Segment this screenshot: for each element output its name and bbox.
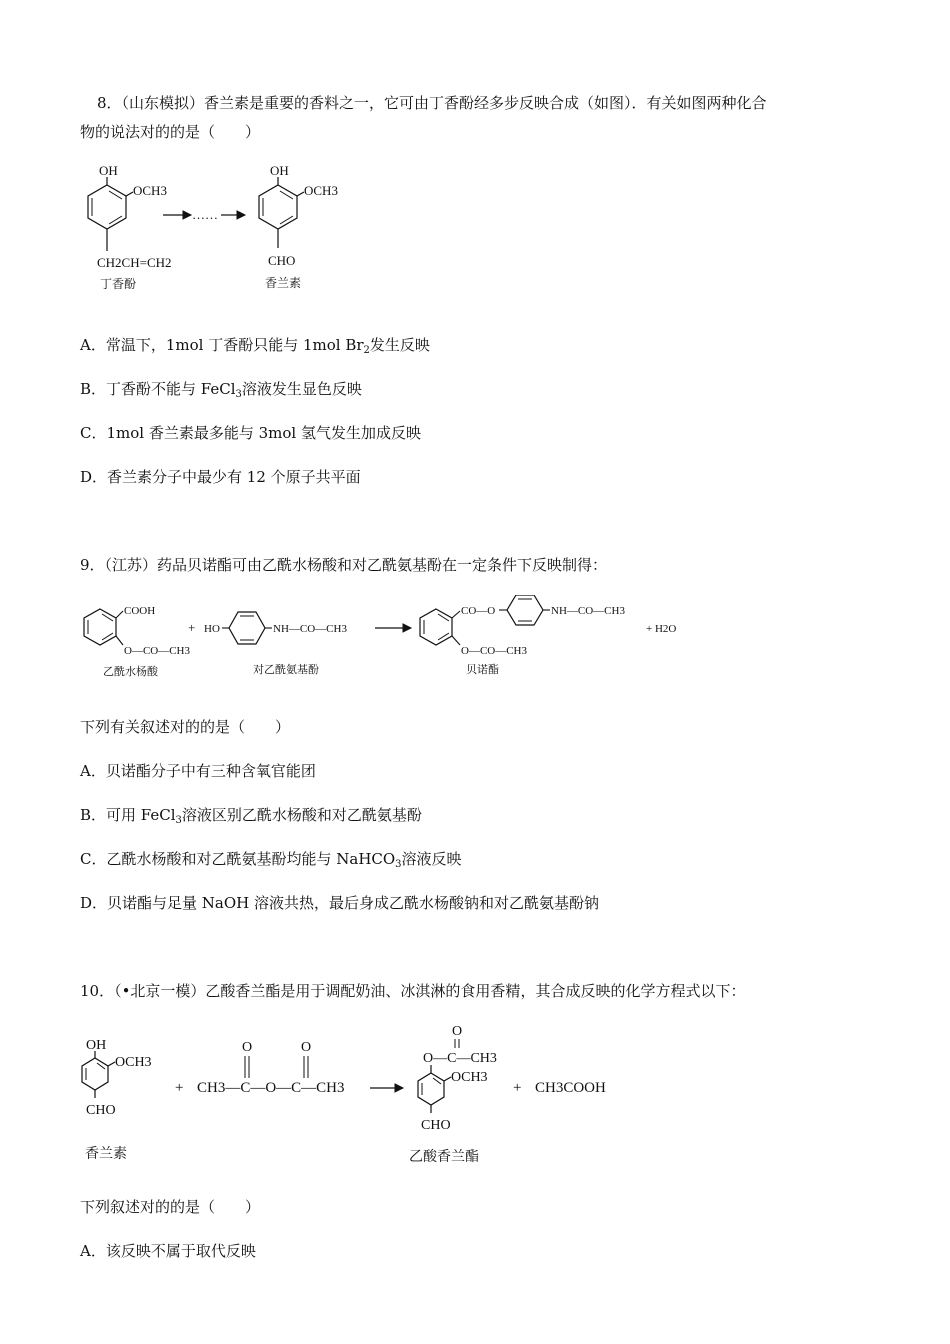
vanillyl-acetate-cho: CHO (421, 1118, 451, 1133)
anhydride-o1: O (242, 1040, 253, 1055)
aspirin-ester: O—CO—CH3 (124, 645, 191, 657)
q10-question: 下列叙述对的的是（ ） (80, 1198, 261, 1216)
vanillin-cho: CHO (268, 253, 296, 268)
vanillin-structure (259, 163, 338, 290)
q10-vanillin-oh: OH (86, 1038, 107, 1053)
benorilate-structure (420, 595, 625, 676)
eugenol-oh: OH (99, 163, 118, 178)
aspirin-cooh: COOH (124, 605, 156, 617)
q8-option-a: A．常温下，1mol 丁香酚只能与 1mol $Br_2$发生反映 (80, 336, 430, 356)
benorilate-ester: CO—O (461, 605, 496, 617)
q8-option-b: B．丁香酚不能与 FeCl$_3$溶液发生显色反映 (80, 380, 362, 400)
vanillin-name: 香兰素 (265, 276, 302, 290)
q9-option-b: B．可用 FeCl$_3$溶液区别乙酰水杨酸和对乙酰氨基酚 (80, 806, 422, 826)
eugenol-och3: OCH3 (133, 183, 167, 198)
paracetamol-amide: NH—CO—CH3 (273, 623, 347, 635)
anhydride-formula: CH3—C—O—C—CH3 (197, 1080, 345, 1096)
eugenol-name: 丁香酚 (100, 277, 137, 291)
paracetamol-name: 对乙酰氨基酚 (253, 664, 319, 676)
q10-vanillin-och3: OCH3 (115, 1055, 152, 1070)
arrow-dots: …… (192, 207, 218, 222)
q8-option-d: D．香兰素分子中最少有 12 个原子共平面 (80, 468, 361, 486)
q9-water: + H2O (646, 623, 677, 635)
paracetamol-ho: HO (204, 623, 220, 635)
q9-reaction-figure (75, 595, 685, 685)
ester-group: O—C—CH3 (423, 1051, 497, 1066)
benorilate-acetoxy: O—CO—CH3 (461, 645, 528, 657)
paracetamol-structure (204, 612, 347, 676)
anhydride-o2: O (301, 1040, 312, 1055)
q9-option-c: C．乙酰水杨酸和对乙酰氨基酚均能与 NaHCO$_3$溶液反映 (80, 850, 462, 870)
q10-plus1: + (175, 1080, 184, 1096)
vanillyl-acetate-structure (409, 1024, 497, 1165)
vanillyl-acetate-och3: OCH3 (451, 1070, 488, 1085)
acetic-anhydride-structure (197, 1040, 345, 1096)
q10-reaction-figure (75, 1018, 635, 1168)
q9-question: 下列有关叙述对的的是（ ） (80, 718, 291, 736)
eugenol-structure (88, 163, 172, 291)
q10-stem: 10．（•北京一模）乙酸香兰酯是用于调配奶油、冰淇淋的食用香精，其合成反映的化学方程式以下： (80, 982, 746, 1000)
q8-reaction-figure (75, 155, 365, 295)
benorilate-name: 贝诺酯 (466, 664, 499, 676)
q10-option-a: A．该反映不属于取代反映 (80, 1242, 256, 1260)
vanillin-oh: OH (270, 163, 289, 178)
q8-option-c: C．1mol 香兰素最多能与 3mol 氢气发生加成反映 (80, 424, 421, 442)
q8-arrow (163, 207, 245, 222)
q9-option-a: A．贝诺酯分子中有三种含氧官能团 (80, 762, 316, 780)
benorilate-amide: NH—CO—CH3 (551, 605, 625, 617)
aspirin-structure (84, 605, 191, 678)
vanillin-och3: OCH3 (304, 183, 338, 198)
q8-stem-line2: 物的说法对的的是（ ） (80, 123, 261, 141)
q9-stem: 9．（江苏）药品贝诺酯可由乙酰水杨酸和对乙酰氨基酚在一定条件下反映制得： (80, 556, 608, 574)
q10-vanillin-name: 香兰素 (85, 1147, 127, 1162)
q10-plus2: + (513, 1080, 522, 1096)
q8-stem-line1: 8．（山东模拟）香兰素是重要的香料之一，它可由丁香酚经多步反映合成（如图）．有关如图两种化合 (97, 94, 767, 112)
q9-plus1: + (188, 620, 196, 635)
acetic-acid: CH3COOH (535, 1080, 606, 1096)
vanillyl-acetate-name: 乙酸香兰酯 (409, 1150, 479, 1165)
q10-vanillin-cho: CHO (86, 1103, 116, 1118)
ester-carbonyl-o: O (452, 1024, 463, 1039)
eugenol-side-chain: CH2CH=CH2 (97, 255, 172, 270)
aspirin-name: 乙酰水杨酸 (103, 666, 158, 678)
q10-vanillin-structure (82, 1038, 152, 1162)
q9-option-d: D．贝诺酯与足量 NaOH 溶液共热，最后身成乙酰水杨酸钠和对乙酰氨基酚钠 (80, 894, 600, 912)
